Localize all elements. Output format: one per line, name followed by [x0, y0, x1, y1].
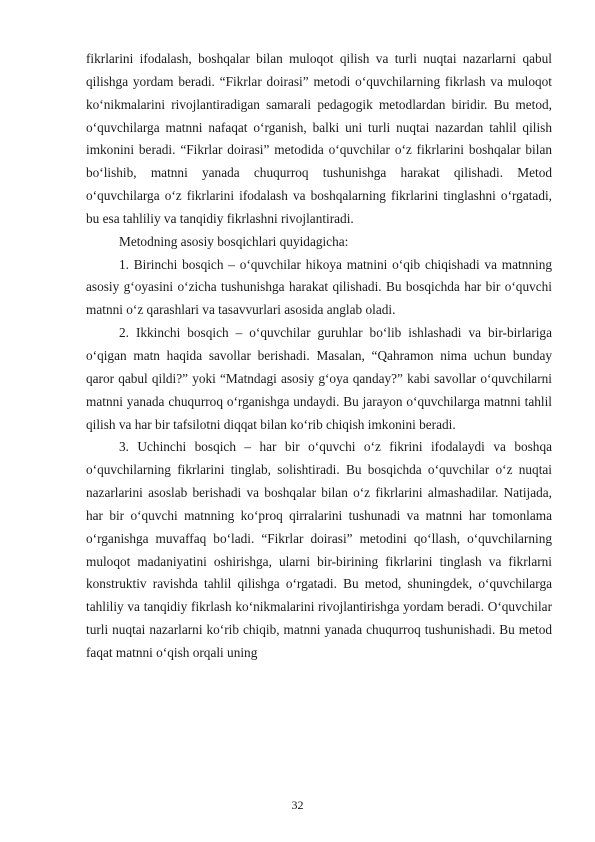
page-number: 32 [291, 798, 304, 812]
paragraph-stage-3: 3. Uchinchi bosqich – har bir o‘quvchi o‘z fikrini ifodalaydi va boshqa o‘quvchilarning fikrlarini tinglab, solishtiradi. Bu bosqichda o‘quvchilar o‘z nuqtai nazarlarini asoslab berishadi va boshqalar bilan o‘z fikrlarini almashadilar. Natijada, har bir o‘quvchi matnning ko‘proq qirralarini tushunadi va matnni har tomonlama o‘rganishga muvaffaq bo‘ladi. “Fikrlar doirasi” metodini qo‘llash, o‘quvchilarning muloqot madaniyatini oshirishga, ularni bir-birining fikrlarini tinglash va fikrlarni konstruktiv ravishda tahlil qilishga o‘rgatadi. Bu metod, shuningdek, o‘quvchilarga tahliliy va tanqidiy fikrlash ko‘nikmalarini rivojlantirishga yordam beradi. O‘quvchilar turli nuqtai nazarlarni ko‘rib chiqib, matnni yanada chuqurroq tushunishadi. Bu metod faqat matnni o‘qish orqali uning [86, 439, 552, 660]
paragraph-stages-heading: Metodning asosiy bosqichlari quyidagicha: [119, 233, 349, 249]
page-body [86, 48, 552, 665]
paragraph-stage-1: 1. Birinchi bosqich – o‘quvchilar hikoya matnini o‘qib chiqishadi va matnning asosiy g‘oyasini o‘zicha tushunishga harakat qilishadi. Bu bosqichda har bir o‘quvchi matnni o‘z qarashlari va tasavvurlari asosida anglab oladi. [86, 256, 552, 318]
paragraph-intro: fikrlarini ifodalash, boshqalar bilan muloqot qilish va turli nuqtai nazarlarni qabul qilishga yordam beradi. “Fikrlar doirasi” metodi o‘quvchilarning fikrlash va muloqot ko‘nikmalarini rivojlantiradigan samarali pedagogik metodlardan biridir. Bu metod, o‘quvchilarga matnni nafaqat o‘rganish, balki uni turli nuqtai nazardan tahlil qilish imkonini beradi. “Fikrlar doirasi” metodida o‘quvchilar o‘z fikrlarini boshqalar bilan bo‘lishib, matnni yanada chuqurroq tushunishga harakat qilishadi. Metod o‘quvchilarga o‘z fikrlarini ifodalash va boshqalarning fikrlarini tinglashni o‘rgatadi, bu esa tahliliy va tanqidiy fikrlashni rivojlantiradi. [86, 51, 552, 226]
paragraph-stage-2: 2. Ikkinchi bosqich – o‘quvchilar guruhlar bo‘lib ishlashadi va bir-birlariga o‘qigan matn haqida savollar berishadi. Masalan, “Qahramon nima uchun bunday qaror qabul qildi?” yoki “Matndagi asosiy g‘oya qanday?” kabi savollar o‘quvchilarni matnni yanada chuqurroq o‘rganishga undaydi. Bu jarayon o‘quvchilarga matnni tahlil qilish va har bir tafsilotni diqqat bilan ko‘rib chiqish imkonini beradi. [86, 325, 552, 432]
